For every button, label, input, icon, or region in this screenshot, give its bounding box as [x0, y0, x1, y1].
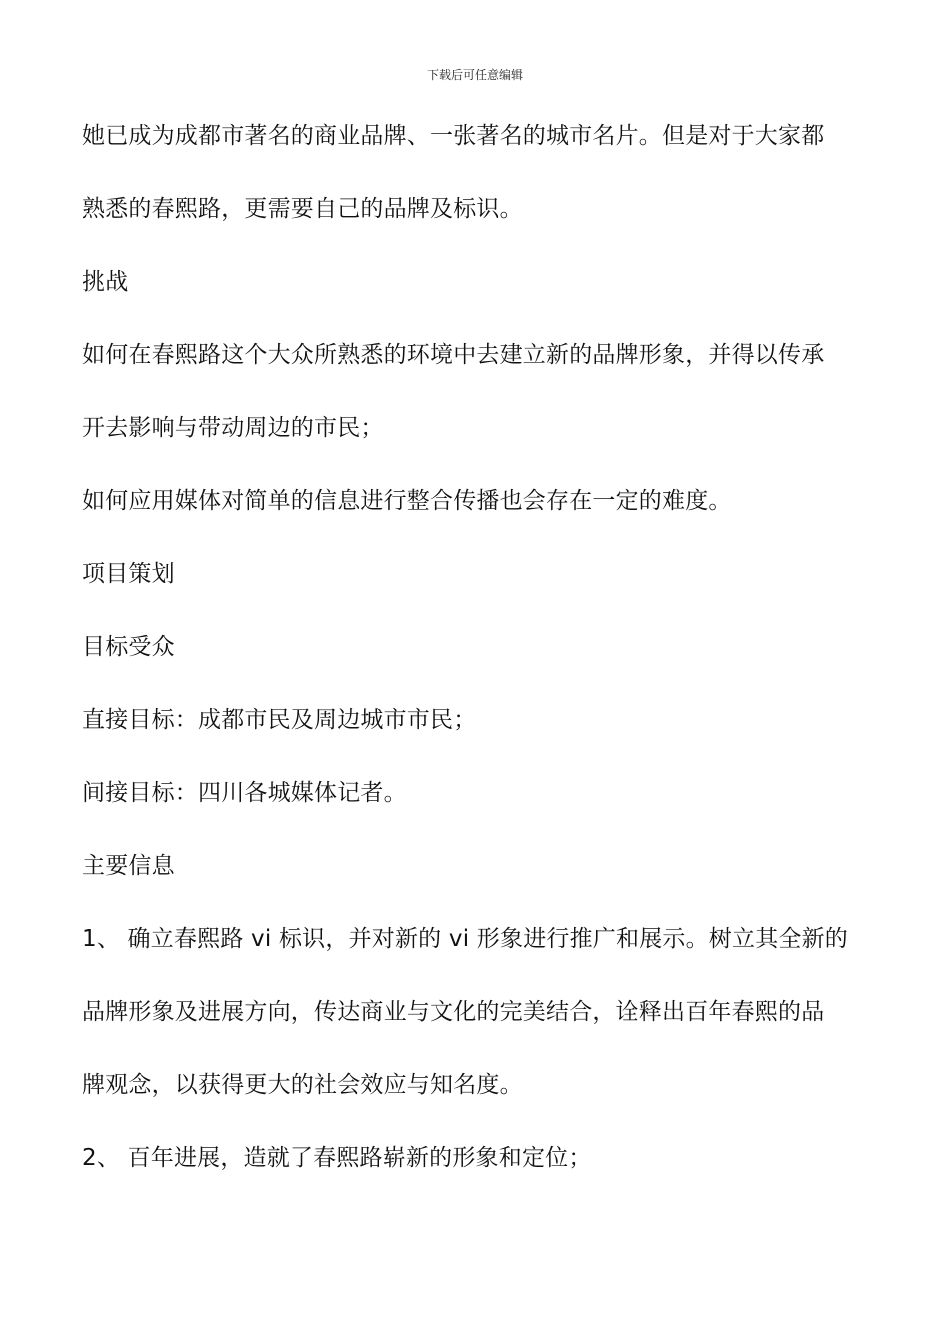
text-line: 如何在春熙路这个大众所熟悉的环境中去建立新的品牌形象，并得以传承	[82, 342, 825, 368]
text-line: 品牌形象及进展方向，传达商业与文化的完美结合，诠释出百年春熙的品	[82, 999, 825, 1025]
text-line: 开去影响与带动周边的市民；	[82, 415, 384, 441]
text-line: 直接目标：成都市民及周边城市市民；	[82, 707, 477, 733]
section-heading-challenge: 挑战	[82, 269, 129, 295]
text-line: 熟悉的春熙路，更需要自己的品牌及标识。	[82, 196, 523, 222]
document-body	[82, 112, 882, 1207]
text-line: 如何应用媒体对简单的信息进行整合传播也会存在一定的难度。	[82, 488, 732, 514]
section-heading-planning: 项目策划	[82, 561, 175, 587]
list-item-2: 2、 百年进展，造就了春熙路崭新的形象和定位；	[82, 1145, 592, 1171]
text-line: 她已成为成都市著名的商业品牌、一张著名的城市名片。但是对于大家都	[82, 123, 825, 149]
section-heading-key-info: 主要信息	[82, 853, 175, 879]
list-item-1: 1、 确立春熙路 vi 标识，并对新的 vi 形象进行推广和展示。树立其全新的	[82, 926, 848, 952]
text-line: 间接目标：四川各城媒体记者。	[82, 780, 407, 806]
text-line: 牌观念，以获得更大的社会效应与知名度。	[82, 1072, 523, 1098]
page-header: 下载后可任意编辑	[426, 68, 523, 82]
section-heading-audience: 目标受众	[82, 634, 175, 660]
